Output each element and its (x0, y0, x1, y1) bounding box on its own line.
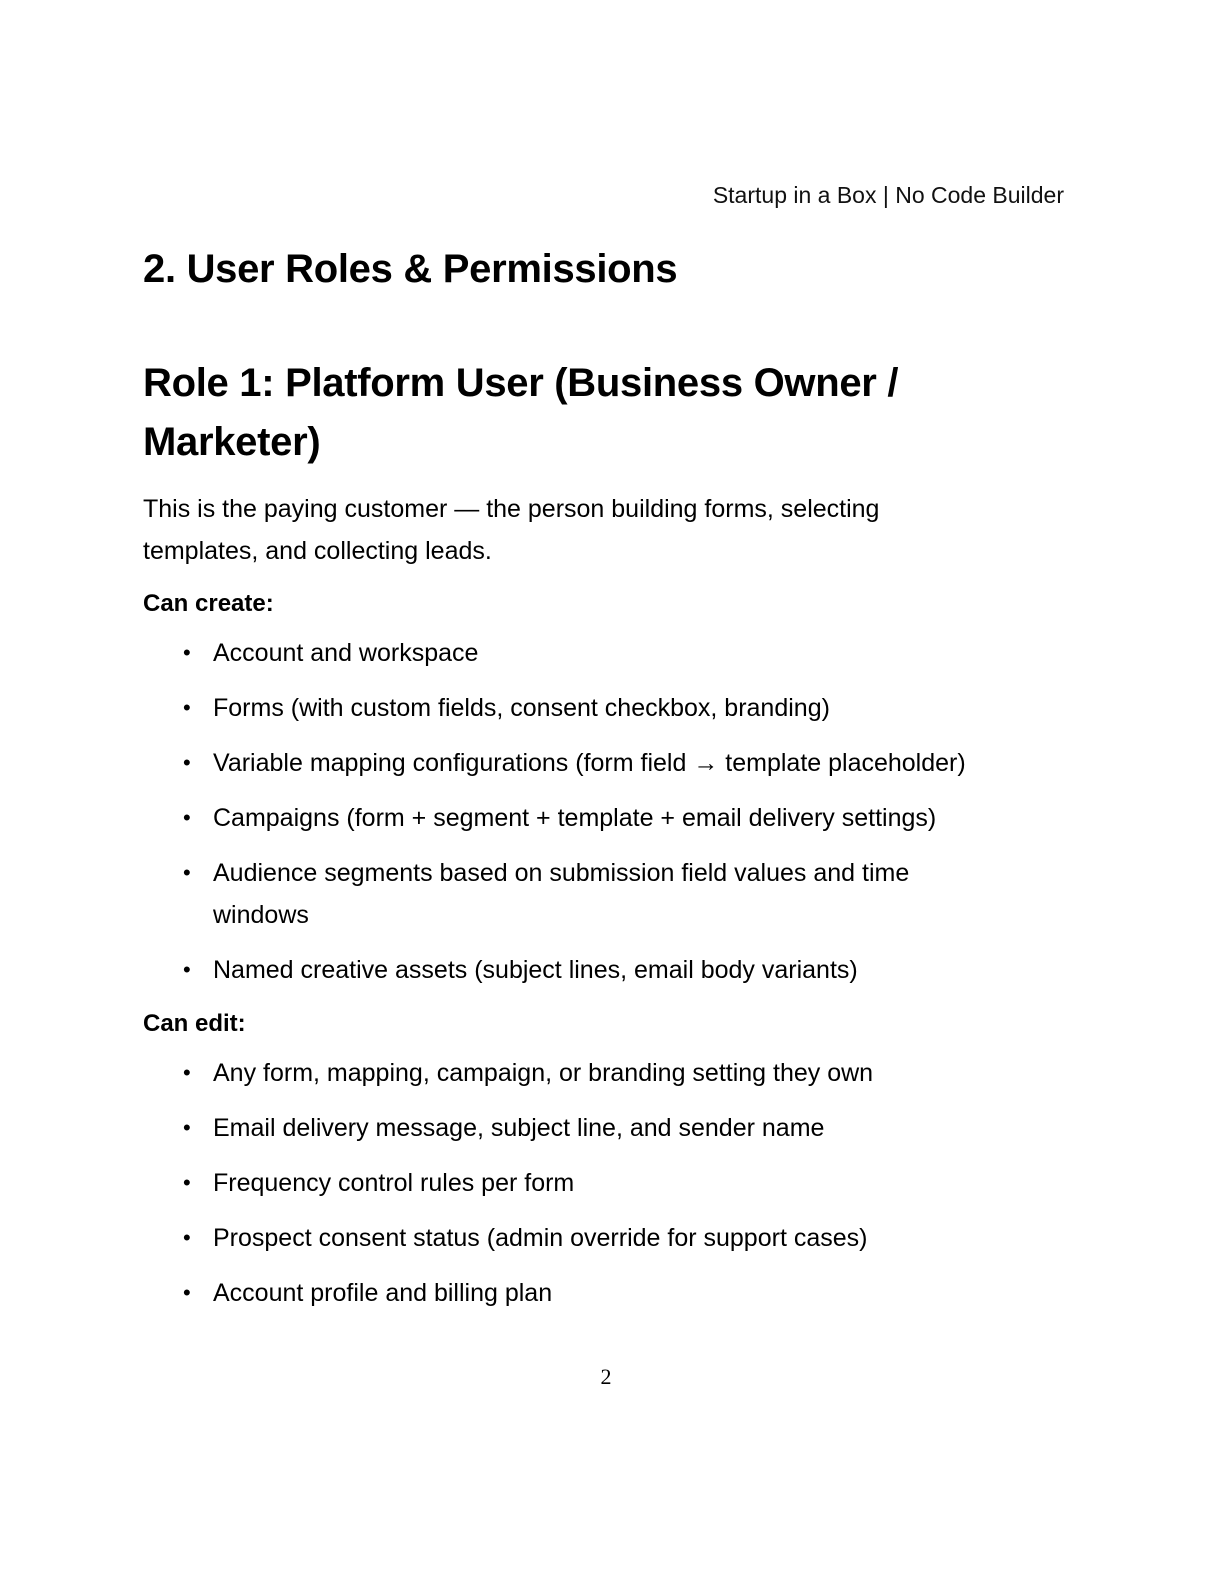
list-item-text: Account profile and billing plan (213, 1279, 553, 1307)
bullet-icon: • (183, 957, 191, 982)
list-item (143, 852, 973, 936)
can-edit-list (143, 1052, 1073, 1314)
page-number: 2 (600, 1364, 612, 1389)
section-title: 2. User Roles & Permissions (143, 247, 678, 291)
role-title: Role 1: Platform User (Business Owner / Marketer) (143, 361, 899, 464)
can-create-list (143, 632, 1073, 991)
list-item-text: Forms (with custom fields, consent checkbox, branding) (213, 694, 830, 722)
running-header: Startup in a Box | No Code Builder (712, 182, 1064, 208)
bullet-icon: • (183, 1060, 191, 1085)
bullet-icon: • (183, 1225, 191, 1250)
list-item-text: Audience segments based on submission field values and time windows (213, 859, 910, 929)
list-item-text: Variable mapping configurations (form field → template placeholder) (213, 749, 966, 777)
list-item (143, 797, 1053, 839)
can-edit-label: Can edit: (143, 1010, 246, 1037)
list-item-text: Frequency control rules per form (213, 1169, 575, 1197)
page-content (143, 240, 1073, 1327)
role-intro-paragraph: This is the paying customer — the person building forms, selecting templates, and collecting leads. (143, 495, 880, 565)
bullet-icon: • (183, 1115, 191, 1140)
list-item (143, 1052, 1053, 1094)
bullet-icon: • (183, 860, 191, 885)
list-item (143, 1272, 1053, 1314)
bullet-icon: • (183, 1170, 191, 1195)
bullet-icon: • (183, 1280, 191, 1305)
list-item-text: Any form, mapping, campaign, or branding setting they own (213, 1059, 874, 1087)
bullet-icon: • (183, 640, 191, 665)
list-item (143, 1217, 1053, 1259)
list-item-text: Named creative assets (subject lines, email body variants) (213, 956, 858, 984)
list-item-text: Campaigns (form + segment + template + email delivery settings) (213, 804, 937, 832)
list-item (143, 1162, 1053, 1204)
bullet-icon: • (183, 750, 191, 775)
can-create-label: Can create: (143, 590, 274, 617)
bullet-icon: • (183, 805, 191, 830)
list-item (143, 742, 1113, 784)
bullet-icon: • (183, 695, 191, 720)
list-item (143, 1107, 1053, 1149)
list-item-text: Prospect consent status (admin override for support cases) (213, 1224, 868, 1252)
list-item (143, 687, 1053, 729)
list-item (143, 632, 1053, 674)
list-item-text: Email delivery message, subject line, and sender name (213, 1114, 825, 1142)
list-item (143, 949, 1053, 991)
list-item-text: Account and workspace (213, 639, 479, 667)
